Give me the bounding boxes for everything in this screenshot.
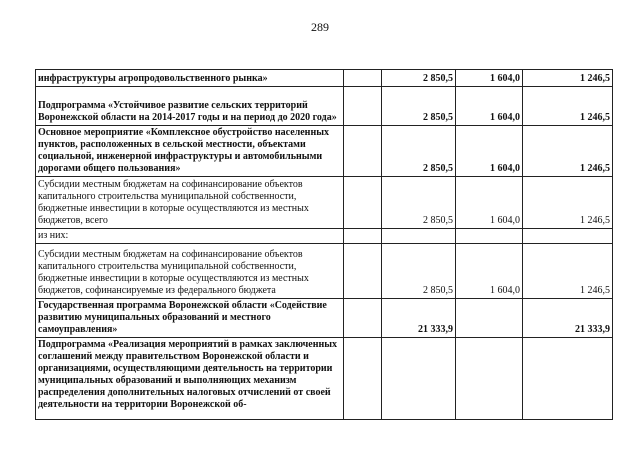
value-cell-3: 1 246,5 <box>523 244 613 299</box>
value-cell-1: 2 850,5 <box>382 244 456 299</box>
empty-cell <box>344 338 382 420</box>
value-cell-2 <box>456 299 523 338</box>
row-description: Субсидии местным бюджетам на софинансирование объектов капитального строительства муниципальной собственности, бюджетные инвестиции в которые осуществляются из местных бюджетов, софинансируемые из федерального бюджета <box>36 244 344 299</box>
table-row <box>36 87 613 126</box>
value-cell-3: 1 246,5 <box>523 70 613 87</box>
value-cell-2: 1 604,0 <box>456 70 523 87</box>
value-cell-1 <box>382 229 456 244</box>
value-cell-3 <box>523 338 613 420</box>
budget-table <box>35 69 613 420</box>
row-description: Основное мероприятие «Комплексное обустройство населенных пунктов, расположенных в сельской местности, объектами социальной, инженерной инфраструктуры и автомобильными дорогами общего пользования» <box>36 126 344 177</box>
value-cell-1: 2 850,5 <box>382 126 456 177</box>
value-cell-1: 21 333,9 <box>382 299 456 338</box>
table-row <box>36 177 613 229</box>
value-cell-2 <box>456 229 523 244</box>
empty-cell <box>344 177 382 229</box>
value-cell-3 <box>523 229 613 244</box>
row-description: Субсидии местным бюджетам на софинансирование объектов капитального строительства муниципальной собственности, бюджетные инвестиции в которые осуществляются из местных бюджетов, всего <box>36 177 344 229</box>
table-row <box>36 299 613 338</box>
table-row <box>36 244 613 299</box>
empty-cell <box>344 299 382 338</box>
table-row <box>36 338 613 420</box>
value-cell-2: 1 604,0 <box>456 177 523 229</box>
table-row <box>36 70 613 87</box>
value-cell-2: 1 604,0 <box>456 87 523 126</box>
row-description: инфраструктуры агропродовольственного рынка» <box>36 70 344 87</box>
table-row <box>36 126 613 177</box>
value-cell-1 <box>382 338 456 420</box>
value-cell-3: 1 246,5 <box>523 177 613 229</box>
value-cell-2: 1 604,0 <box>456 126 523 177</box>
empty-cell <box>344 70 382 87</box>
row-description: Государственная программа Воронежской области «Содействие развитию муниципальных образований и местного самоуправления» <box>36 299 344 338</box>
value-cell-1: 2 850,5 <box>382 87 456 126</box>
value-cell-2: 1 604,0 <box>456 244 523 299</box>
row-description: Подпрограмма «Устойчивое развитие сельских территорий Воронежской области на 2014-2017 годы и на период до 2020 года» <box>36 87 344 126</box>
budget-table-body <box>36 70 613 420</box>
page-number: 289 <box>311 20 329 34</box>
empty-cell <box>344 126 382 177</box>
value-cell-3: 1 246,5 <box>523 126 613 177</box>
empty-cell <box>344 229 382 244</box>
table-row <box>36 229 613 244</box>
row-description: Подпрограмма «Реализация мероприятий в рамках заключенных соглашений между правительством Воронежской области и организациями, осуществляющими деятельность на территории муниципальных образований и выполняющих механизм распределения дополнительных налоговых отчислений от своей деятельности на территории Воронежской об- <box>36 338 344 420</box>
empty-cell <box>344 87 382 126</box>
row-description: из них: <box>36 229 344 244</box>
value-cell-3: 21 333,9 <box>523 299 613 338</box>
empty-cell <box>344 244 382 299</box>
value-cell-2 <box>456 338 523 420</box>
value-cell-3: 1 246,5 <box>523 87 613 126</box>
value-cell-1: 2 850,5 <box>382 70 456 87</box>
value-cell-1: 2 850,5 <box>382 177 456 229</box>
